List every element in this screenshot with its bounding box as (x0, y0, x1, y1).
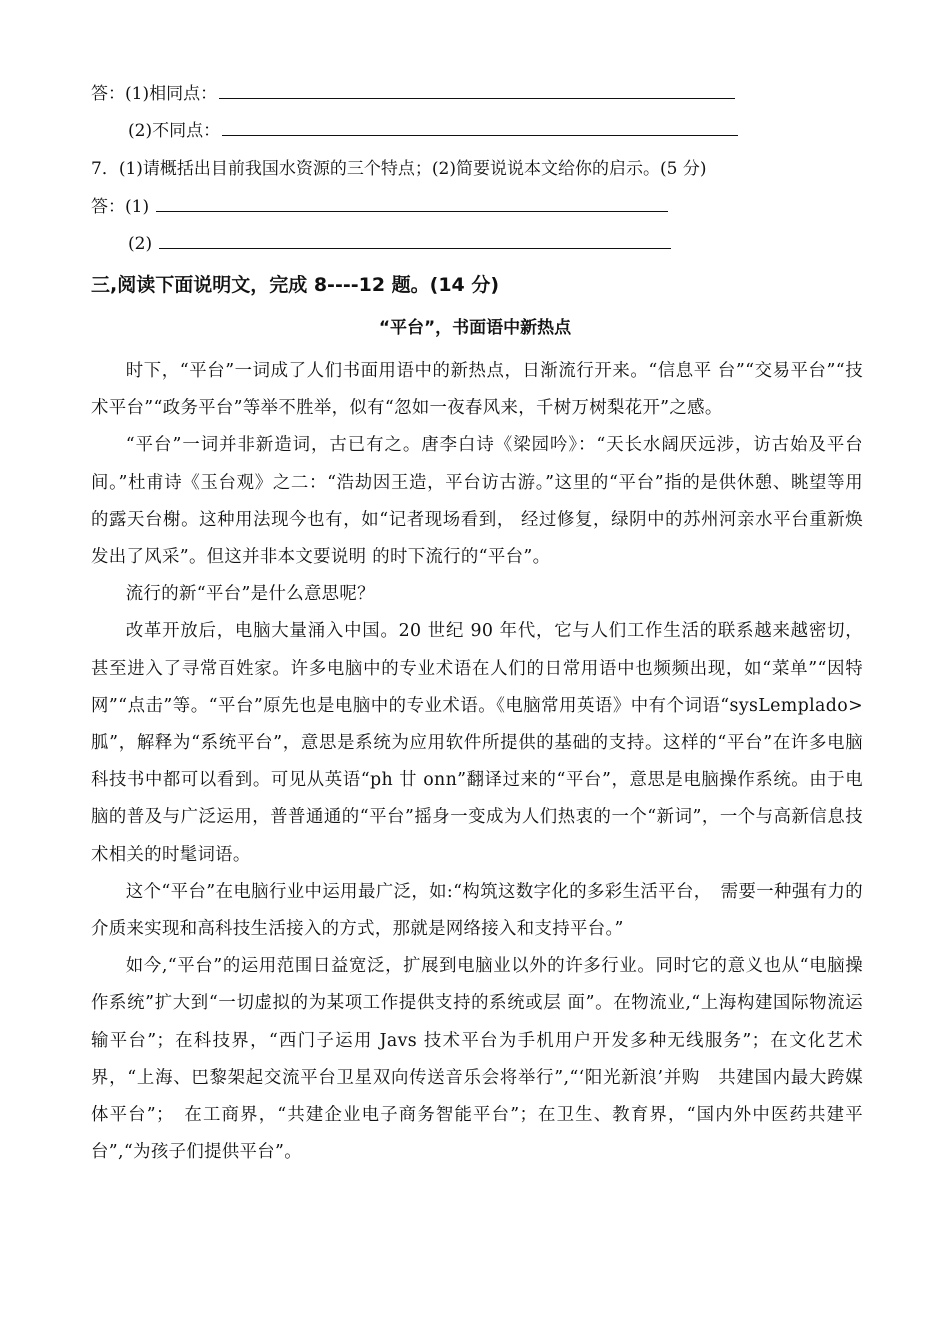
question-7 (91, 157, 706, 181)
paragraph: 这个“平台”在电脑行业中运用最广泛，如:“构筑这数字化的多彩生活平台， 需要一种强有力的介质来实现和高科技生活接入的方式，那就是网络接入和支持平台。” (91, 881, 863, 940)
answer-blank[interactable] (219, 84, 735, 99)
article-title: “平台”，书面语中新热点 (378, 318, 572, 338)
paragraph: “平台”一词并非新造词，古已有之。唐李白诗《梁园吟》：“天长水阔厌远涉，访古始及平台间。”杜甫诗《玉台观》之二：“浩劫因王造，平台访古游。”这里的“平台”指的是供休憩、眺望等用的露天台榭。这种用法现今也有，如“记者现场看到， 经过修复，绿阴中的苏州河亲水平台重新焕发出了风采”。但这并非本文要说明 的时下流行的“平台”。 (91, 435, 863, 568)
answer-label: 答： (91, 84, 125, 104)
answer-blank[interactable] (156, 197, 668, 212)
answer-part-label: (1) (125, 197, 155, 217)
answer-part-label: (2) (128, 234, 158, 254)
answer-label: 答： (91, 197, 125, 217)
paragraph: 改革开放后，电脑大量涌入中国。20 世纪 90 年代，它与人们工作生活的联系越来越密切，甚至进入了寻常百姓家。许多电脑中的专业术语在人们的日常用语中也频频出现，如“菜单”“因特网”“点击”等。“平台”原先也是电脑中的专业术语。《电脑常用英语》中有个词语“sysLemplado>胍”，解释为“系统平台”，意思是系统为应用软件所提供的基础的支持。这样的“平台”在许多电脑科技书中都可以看到。可见从英语“ph 廿 onn”翻译过来的“平台”，意思是电脑操作系统。由于电脑的普及与广泛运用，普普通通的“平台”摇身一变成为人们热衷的一个“新词”，一个与高新信息技术相关的时髦词语。 (91, 621, 863, 865)
answer-line-q6-2 (128, 119, 738, 143)
section-heading: 三,阅读下面说明文，完成 8----12 题。(14 分) (91, 274, 500, 296)
answer-line-q7-2 (128, 232, 671, 256)
answer-blank[interactable] (222, 121, 738, 136)
paragraph: 如今,“平台”的运用范围日益宽泛，扩展到电脑业以外的许多行业。同时它的意义也从“电脑操作系统”扩大到“一切虚拟的为某项工作提供支持的系统或层 面”。在物流业,“上海构建国际物流运输平台”；在科技界，“西门子运用 Javs 技术平台为手机用户开发多种无线服务”；在文化艺术界，“上海、巴黎架起交流平台卫星双向传送音乐会将举行”,“‘阳光新浪’并购 共建国内最大跨媒体平台”； 在工商界，“共建企业电子商务智能平台”；在卫生、教育界，“国内外中医药共建平 台”,“为孩子们提供平台”。 (91, 956, 863, 1163)
answer-line-q6-1 (91, 82, 735, 106)
paragraph: 时下，“平台”一词成了人们书面用语中的新热点，日渐流行开来。“信息平 台”“交易平台”“技术平台”“政务平台”等举不胜举，似有“忽如一夜春风来，千树万树梨花开”之感。 (91, 361, 863, 419)
article-body (91, 353, 863, 1171)
answer-blank[interactable] (159, 234, 671, 249)
question-text: 7．(1)请概括出目前我国水资源的三个特点；(2)简要说说本文给你的启示。(5 分) (91, 159, 707, 179)
paragraph: 流行的新“平台”是什么意思呢？ (125, 584, 375, 605)
answer-part-label: (1)相同点： (125, 84, 218, 104)
answer-line-q7-1 (91, 195, 668, 219)
answer-part-label: (2)不同点： (128, 121, 221, 141)
